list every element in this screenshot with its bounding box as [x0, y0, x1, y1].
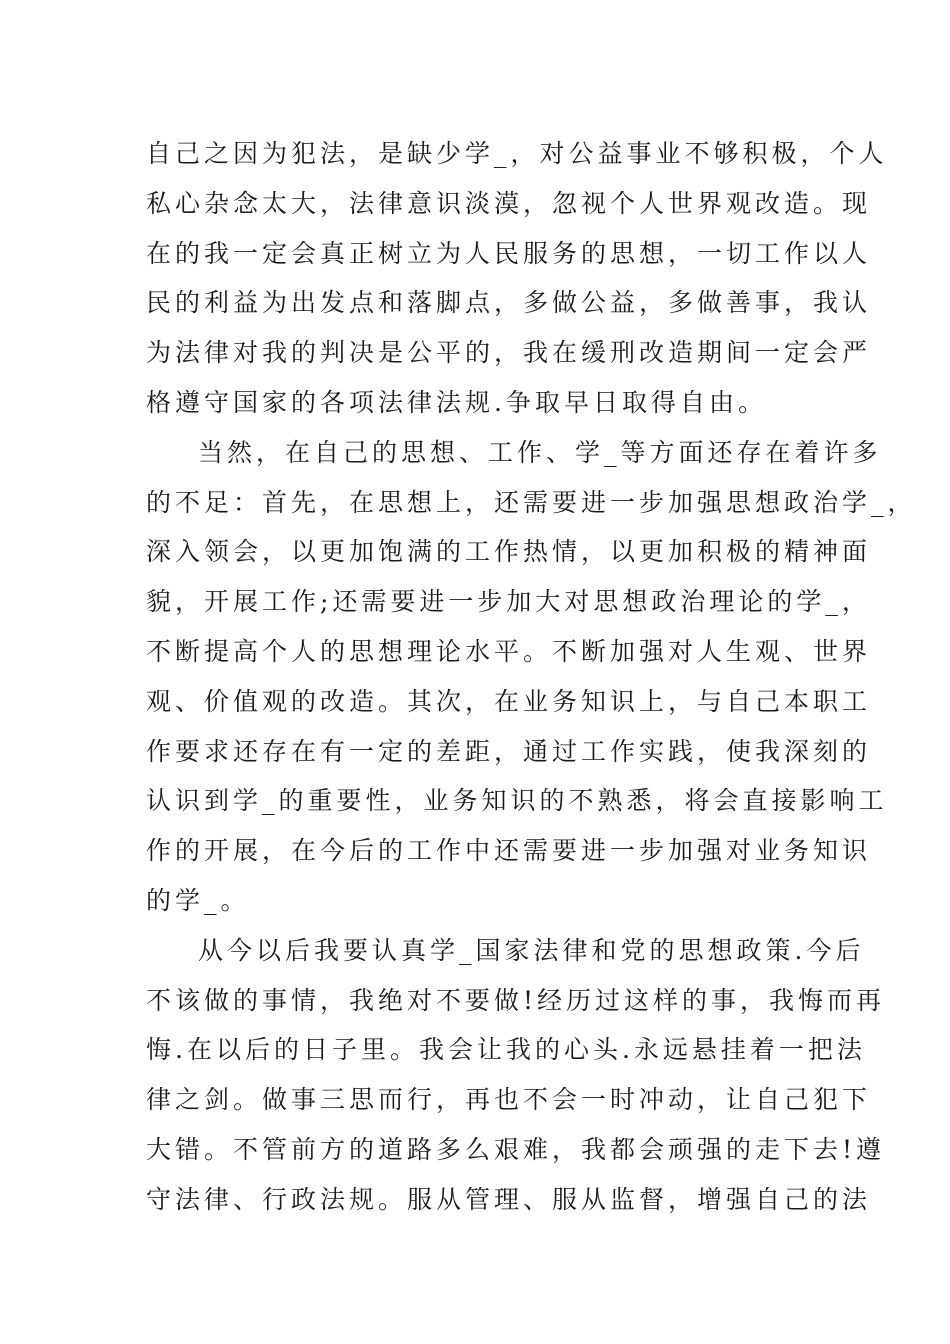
- text-line: 的不足：首先，在思想上，还需要进一步加强思想政治学_，: [146, 487, 917, 517]
- text-line: 观、价值观的改造。其次，在业务知识上，与自己本职工: [146, 686, 872, 716]
- text-line: 不该做的事情，我绝对不要做!经历过这样的事，我悔而再: [146, 985, 886, 1015]
- text-line: 作的开展，在今后的工作中还需要进一步加强对业务知识: [146, 836, 872, 866]
- text-line: 貌，开展工作;还需要进一步加大对思想政治理论的学_，: [146, 587, 871, 617]
- document-body: [146, 129, 917, 1225]
- text-line: 在的我一定会真正树立为人民服务的思想，一切工作以人: [146, 238, 872, 268]
- text-line: 守法律、行政法规。服从管理、服从监督，增强自己的法: [146, 1184, 872, 1214]
- text-line: 认识到学_的重要性，业务知识的不熟悉，将会直接影响工: [146, 786, 888, 816]
- paragraph-first-line: 从今以后我要认真学_国家法律和党的思想政策.今后: [198, 935, 865, 965]
- text-line: 为法律对我的判决是公平的，我在缓刑改造期间一定会严: [146, 338, 872, 368]
- text-line: 的学_。: [146, 885, 250, 915]
- text-line: 律之剑。做事三思而行，再也不会一时冲动，让自己犯下: [146, 1085, 872, 1115]
- text-line: 民的利益为出发点和落脚点，多做公益，多做善事，我认: [146, 288, 872, 318]
- text-line: 作要求还存在有一定的差距，通过工作实践，使我深刻的: [146, 736, 872, 766]
- paragraph-first-line: 当然，在自己的思想、工作、学_等方面还存在着许多: [198, 437, 882, 467]
- text-line: 深入领会，以更加饱满的工作热情，以更加积极的精神面: [146, 537, 872, 567]
- text-line: 自己之因为犯法，是缺少学_，对公益事业不够积极，个人: [146, 139, 888, 168]
- text-line: 格遵守国家的各项法律法规.争取早日取得自由。: [146, 387, 767, 417]
- text-line: 不断提高个人的思想理论水平。不断加强对人生观、世界: [146, 636, 872, 666]
- text-line: 私心杂念太大，法律意识淡漠，忽视个人世界观改造。现: [146, 188, 872, 218]
- text-line: 大错。不管前方的道路多么艰难，我都会顽强的走下去!遵: [146, 1134, 886, 1164]
- text-line: 悔.在以后的日子里。我会让我的心头.永远悬挂着一把法: [146, 1035, 866, 1065]
